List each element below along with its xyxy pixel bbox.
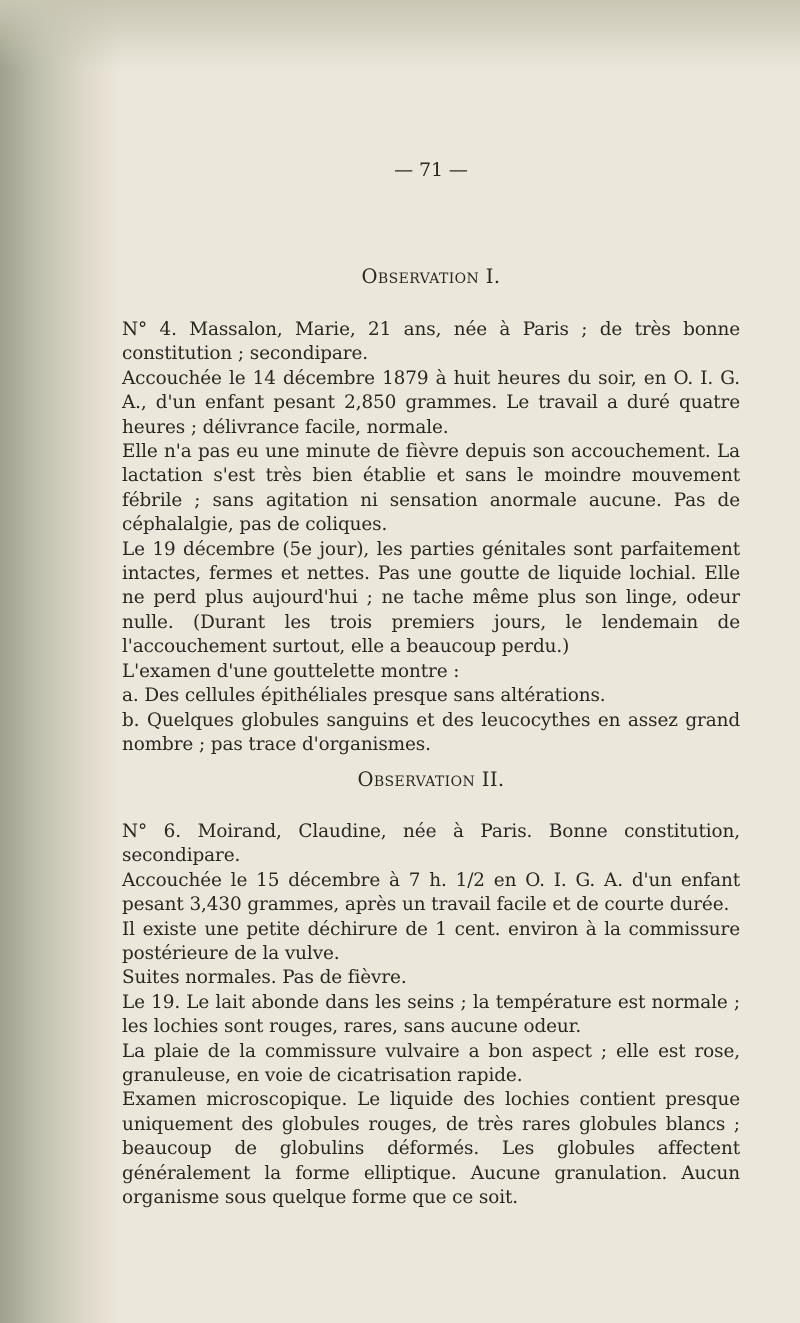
- page-number: — 71 —: [394, 159, 468, 181]
- paragraph: L'examen d'une gouttelette montre :: [122, 660, 460, 682]
- page-left-edge-shadow: [0, 0, 120, 1323]
- list-item: a. Des cellules épithéliales presque sans altérations.: [122, 685, 606, 707]
- paragraph: Accouchée le 15 décembre à 7 h. 1/2 en O. I. G. A. d'un enfant pesant 3,430 grammes, après un travail facile et de courte durée.: [122, 869, 740, 916]
- observation-1-body: [122, 318, 740, 757]
- paragraph: Il existe une petite déchirure de 1 cent. environ à la commissure postérieure de la vulve.: [122, 918, 740, 965]
- observation-1-title: Observation I.: [361, 265, 501, 288]
- paragraph: La plaie de la commissure vulvaire a bon aspect ; elle est rose, granuleuse, en voie de cicatrisation rapide.: [122, 1040, 740, 1087]
- list-item: b. Quelques globules sanguins et des leucocythes en assez grand nombre ; pas trace d'organismes.: [122, 709, 740, 755]
- paragraph: Le 19 décembre (5e jour), les parties génitales sont parfaitement intactes, fermes et nettes. Pas une goutte de liquide lochial. Elle ne perd plus aujourd'hui ; ne tache même plus son linge, odeur nulle. (Durant les trois premiers jours, le lendemain de l'accouchement surtout, elle a beaucoup perdu.): [122, 538, 740, 658]
- observation-2-title: Observation II.: [357, 768, 505, 791]
- paragraph: N° 6. Moirand, Claudine, née à Paris. Bonne constitution, secondipare.: [122, 821, 740, 867]
- paragraph: Examen microscopique. Le liquide des lochies contient presque uniquement des globules rouges, de très rares globules blancs ; beaucoup de globulins déformés. Les globules affectent généralement la forme elliptique. Aucune granulation. Aucun organisme sous quelque forme que ce soit.: [122, 1089, 740, 1209]
- paragraph: Accouchée le 14 décembre 1879 à huit heures du soir, en O. I. G. A., d'un enfant pesant 2,850 grammes. Le travail a duré quatre heures ; délivrance facile, normale.: [122, 367, 740, 438]
- observation-2-body: [122, 820, 740, 1211]
- paragraph: Suites normales. Pas de fièvre.: [122, 967, 407, 989]
- paragraph: Le 19. Le lait abonde dans les seins ; la température est normale ; les lochies sont rouges, rares, sans aucune odeur.: [122, 991, 740, 1038]
- paragraph: Elle n'a pas eu une minute de fièvre depuis son accouchement. La lactation s'est très bien établie et sans le moindre mouvement fébrile ; sans agitation ni sensation anormale aucune. Pas de céphalalgie, pas de coliques.: [122, 441, 740, 536]
- paragraph: N° 4. Massalon, Marie, 21 ans, née à Paris ; de très bonne constitution ; secondipare.: [122, 319, 740, 365]
- page-top-shadow: [0, 0, 800, 70]
